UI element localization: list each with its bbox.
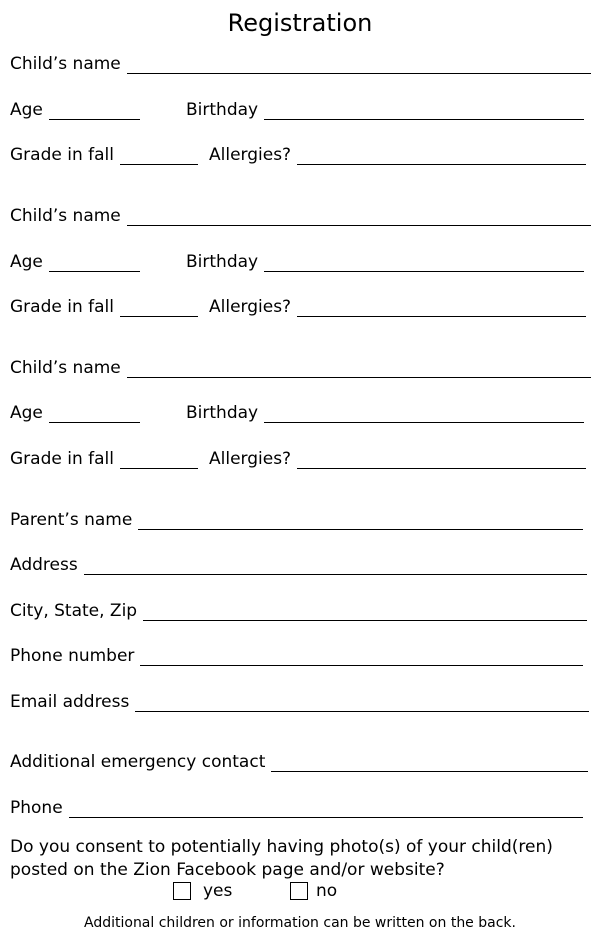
- photo-consent-line-2: posted on the Zion Facebook page and/or website?: [10, 860, 445, 880]
- city-state-zip-field[interactable]: [143, 620, 587, 621]
- child-name-field[interactable]: [127, 73, 591, 74]
- allergies-label: Allergies?: [209, 145, 292, 165]
- child-3-name-row: [10, 357, 591, 379]
- consent-yes-option[interactable]: [173, 880, 232, 902]
- child-name-label: Child’s name: [10, 206, 121, 226]
- city-state-zip-row: [10, 600, 587, 622]
- child-name-label: Child’s name: [10, 54, 121, 74]
- address-field[interactable]: [84, 574, 587, 575]
- child-1-allergies-row: [209, 144, 586, 166]
- birthday-field[interactable]: [264, 271, 584, 272]
- birthday-label: Birthday: [186, 100, 259, 120]
- grade-field[interactable]: [120, 468, 198, 469]
- child-3-grade-row: [10, 448, 198, 470]
- emergency-contact-row: [10, 751, 588, 773]
- child-1-age-row: [10, 99, 140, 121]
- child-name-field[interactable]: [127, 225, 591, 226]
- emergency-contact-field[interactable]: [271, 771, 588, 772]
- birthday-label: Birthday: [186, 403, 259, 423]
- address-label: Address: [10, 555, 78, 575]
- parent-name-label: Parent’s name: [10, 510, 133, 530]
- grade-field[interactable]: [120, 316, 198, 317]
- child-name-field[interactable]: [127, 377, 591, 378]
- parent-name-field[interactable]: [138, 529, 583, 530]
- consent-no-option[interactable]: [290, 880, 337, 902]
- allergies-label: Allergies?: [209, 449, 292, 469]
- child-name-label: Child’s name: [10, 358, 121, 378]
- city-state-zip-label: City, State, Zip: [10, 601, 138, 621]
- age-field[interactable]: [49, 119, 140, 120]
- child-1-birthday-row: [186, 99, 584, 121]
- consent-no-checkbox[interactable]: [290, 882, 308, 900]
- allergies-field[interactable]: [297, 164, 586, 165]
- phone-number-label: Phone number: [10, 646, 135, 666]
- birthday-field[interactable]: [264, 119, 584, 120]
- emergency-phone-field[interactable]: [69, 817, 583, 818]
- email-row: [10, 691, 589, 713]
- form-title: Registration: [227, 9, 373, 37]
- age-label: Age: [10, 252, 43, 272]
- emergency-phone-label: Phone: [10, 798, 63, 818]
- consent-yes-label: yes: [203, 881, 233, 901]
- allergies-field[interactable]: [297, 468, 586, 469]
- allergies-label: Allergies?: [209, 297, 292, 317]
- age-label: Age: [10, 100, 43, 120]
- address-row: [10, 554, 587, 576]
- child-3-allergies-row: [209, 448, 586, 470]
- child-3-age-row: [10, 402, 140, 424]
- consent-yes-checkbox[interactable]: [173, 882, 191, 900]
- child-2-age-row: [10, 251, 140, 273]
- birthday-label: Birthday: [186, 252, 259, 272]
- child-2-name-row: [10, 205, 591, 227]
- birthday-field[interactable]: [264, 422, 584, 423]
- phone-number-field[interactable]: [140, 665, 583, 666]
- phone-number-row: [10, 645, 583, 667]
- photo-consent-line-1: Do you consent to potentially having photo(s) of your child(ren): [10, 837, 553, 857]
- grade-field[interactable]: [120, 164, 198, 165]
- child-1-name-row: [10, 53, 591, 75]
- parent-name-row: [10, 509, 583, 531]
- consent-no-label: no: [316, 881, 338, 901]
- photo-consent-question: [10, 836, 600, 882]
- footer-note: Additional children or information can be written on the back.: [84, 915, 516, 931]
- child-1-grade-row: [10, 144, 198, 166]
- grade-label: Grade in fall: [10, 145, 114, 165]
- grade-label: Grade in fall: [10, 449, 114, 469]
- child-2-birthday-row: [186, 251, 584, 273]
- age-field[interactable]: [49, 271, 140, 272]
- child-2-allergies-row: [209, 296, 586, 318]
- age-field[interactable]: [49, 422, 140, 423]
- child-3-birthday-row: [186, 402, 584, 424]
- email-label: Email address: [10, 692, 130, 712]
- grade-label: Grade in fall: [10, 297, 114, 317]
- age-label: Age: [10, 403, 43, 423]
- allergies-field[interactable]: [297, 316, 586, 317]
- emergency-phone-row: [10, 797, 583, 819]
- child-2-grade-row: [10, 296, 198, 318]
- email-field[interactable]: [135, 711, 589, 712]
- emergency-contact-label: Additional emergency contact: [10, 752, 266, 772]
